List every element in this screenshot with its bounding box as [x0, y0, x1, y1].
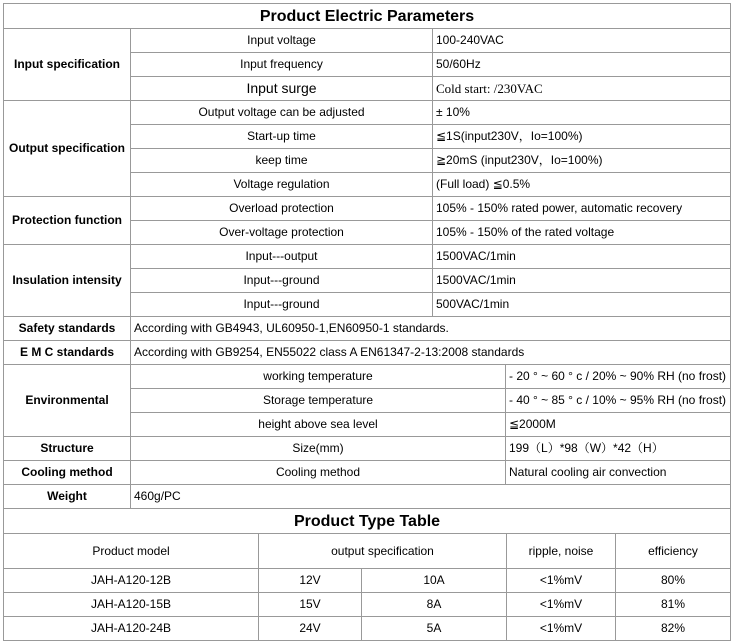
table-row	[4, 341, 731, 365]
param-label: Size(mm)	[131, 437, 506, 461]
structure-category: Structure	[4, 437, 131, 461]
param-value: 500VAC/1min	[433, 293, 731, 317]
header-efficiency: efficiency	[616, 534, 731, 569]
param-label: Output voltage can be adjusted	[131, 101, 433, 125]
efficiency-cell: 81%	[616, 593, 731, 617]
table-row	[4, 437, 731, 461]
param-value: 460g/PC	[131, 485, 731, 509]
emc-standards-category: E M C standards	[4, 341, 131, 365]
current-cell: 8A	[362, 593, 507, 617]
insulation-intensity-category: Insulation intensity	[4, 245, 131, 317]
header-ripple-noise: ripple, noise	[507, 534, 616, 569]
current-cell: 5A	[362, 617, 507, 641]
table-row	[4, 101, 731, 125]
table-header-row	[4, 534, 731, 569]
param-value: - 40 ° ~ 85 ° c / 10% ~ 95% RH (no frost)	[506, 389, 731, 413]
voltage-cell: 24V	[259, 617, 362, 641]
param-label: Over-voltage protection	[131, 221, 433, 245]
param-value: (Full load) ≦0.5%	[433, 173, 731, 197]
table-title-row	[4, 509, 731, 534]
table-row	[4, 317, 731, 341]
voltage-cell: 15V	[259, 593, 362, 617]
model-cell: JAH-A120-12B	[4, 569, 259, 593]
param-label: Overload protection	[131, 197, 433, 221]
table-title-row	[4, 4, 731, 29]
param-value: According with GB9254, EN55022 class A EN61347-2-13:2008 standards	[131, 341, 731, 365]
efficiency-cell: 80%	[616, 569, 731, 593]
current-cell: 10A	[362, 569, 507, 593]
param-label: Input surge	[131, 77, 433, 101]
param-label: Voltage regulation	[131, 173, 433, 197]
electric-parameters-table	[3, 3, 731, 509]
param-value: 1500VAC/1min	[433, 269, 731, 293]
table-row	[4, 197, 731, 221]
table-row	[4, 617, 731, 641]
param-value: ≦1S(input230V，Io=100%)	[433, 125, 731, 149]
param-value: ± 10%	[433, 101, 731, 125]
table-row	[4, 569, 731, 593]
param-value: - 20 ° ~ 60 ° c / 20% ~ 90% RH (no frost)	[506, 365, 731, 389]
param-value: 50/60Hz	[433, 53, 731, 77]
param-label: working temperature	[131, 365, 506, 389]
param-value: ≦2000M	[506, 413, 731, 437]
table-row	[4, 365, 731, 389]
param-value: 100-240VAC	[433, 29, 731, 53]
weight-category: Weight	[4, 485, 131, 509]
param-label: keep time	[131, 149, 433, 173]
param-value: 1500VAC/1min	[433, 245, 731, 269]
electric-parameters-title: Product Electric Parameters	[4, 4, 731, 29]
param-label: Storage temperature	[131, 389, 506, 413]
header-product-model: Product model	[4, 534, 259, 569]
param-label: Input---output	[131, 245, 433, 269]
product-type-table	[3, 508, 731, 641]
param-label: height above sea level	[131, 413, 506, 437]
output-specification-category: Output specification	[4, 101, 131, 197]
param-label: Input---ground	[131, 293, 433, 317]
ripple-cell: <1%mV	[507, 593, 616, 617]
param-label: Cooling method	[131, 461, 506, 485]
protection-function-category: Protection function	[4, 197, 131, 245]
param-label: Input voltage	[131, 29, 433, 53]
table-row	[4, 245, 731, 269]
table-row	[4, 29, 731, 53]
param-value: 105% - 150% of the rated voltage	[433, 221, 731, 245]
param-value: Natural cooling air convection	[506, 461, 731, 485]
efficiency-cell: 82%	[616, 617, 731, 641]
ripple-cell: <1%mV	[507, 569, 616, 593]
input-specification-category: Input specification	[4, 29, 131, 101]
param-value: 199（L）*98（W）*42（H）	[506, 437, 731, 461]
ripple-cell: <1%mV	[507, 617, 616, 641]
safety-standards-category: Safety standards	[4, 317, 131, 341]
model-cell: JAH-A120-15B	[4, 593, 259, 617]
table-row	[4, 461, 731, 485]
param-label: Input---ground	[131, 269, 433, 293]
voltage-cell: 12V	[259, 569, 362, 593]
table-row	[4, 593, 731, 617]
cooling-method-category: Cooling method	[4, 461, 131, 485]
param-value: According with GB4943, UL60950-1,EN60950-1 standards.	[131, 317, 731, 341]
environmental-category: Environmental	[4, 365, 131, 437]
param-value: 105% - 150% rated power, automatic recovery	[433, 197, 731, 221]
model-cell: JAH-A120-24B	[4, 617, 259, 641]
product-type-title: Product Type Table	[4, 509, 731, 534]
param-value: ≧20mS (input230V，Io=100%)	[433, 149, 731, 173]
param-label: Start-up time	[131, 125, 433, 149]
param-label: Input frequency	[131, 53, 433, 77]
header-output-specification: output specification	[259, 534, 507, 569]
table-row	[4, 485, 731, 509]
param-value: Cold start: /230VAC	[433, 77, 731, 101]
